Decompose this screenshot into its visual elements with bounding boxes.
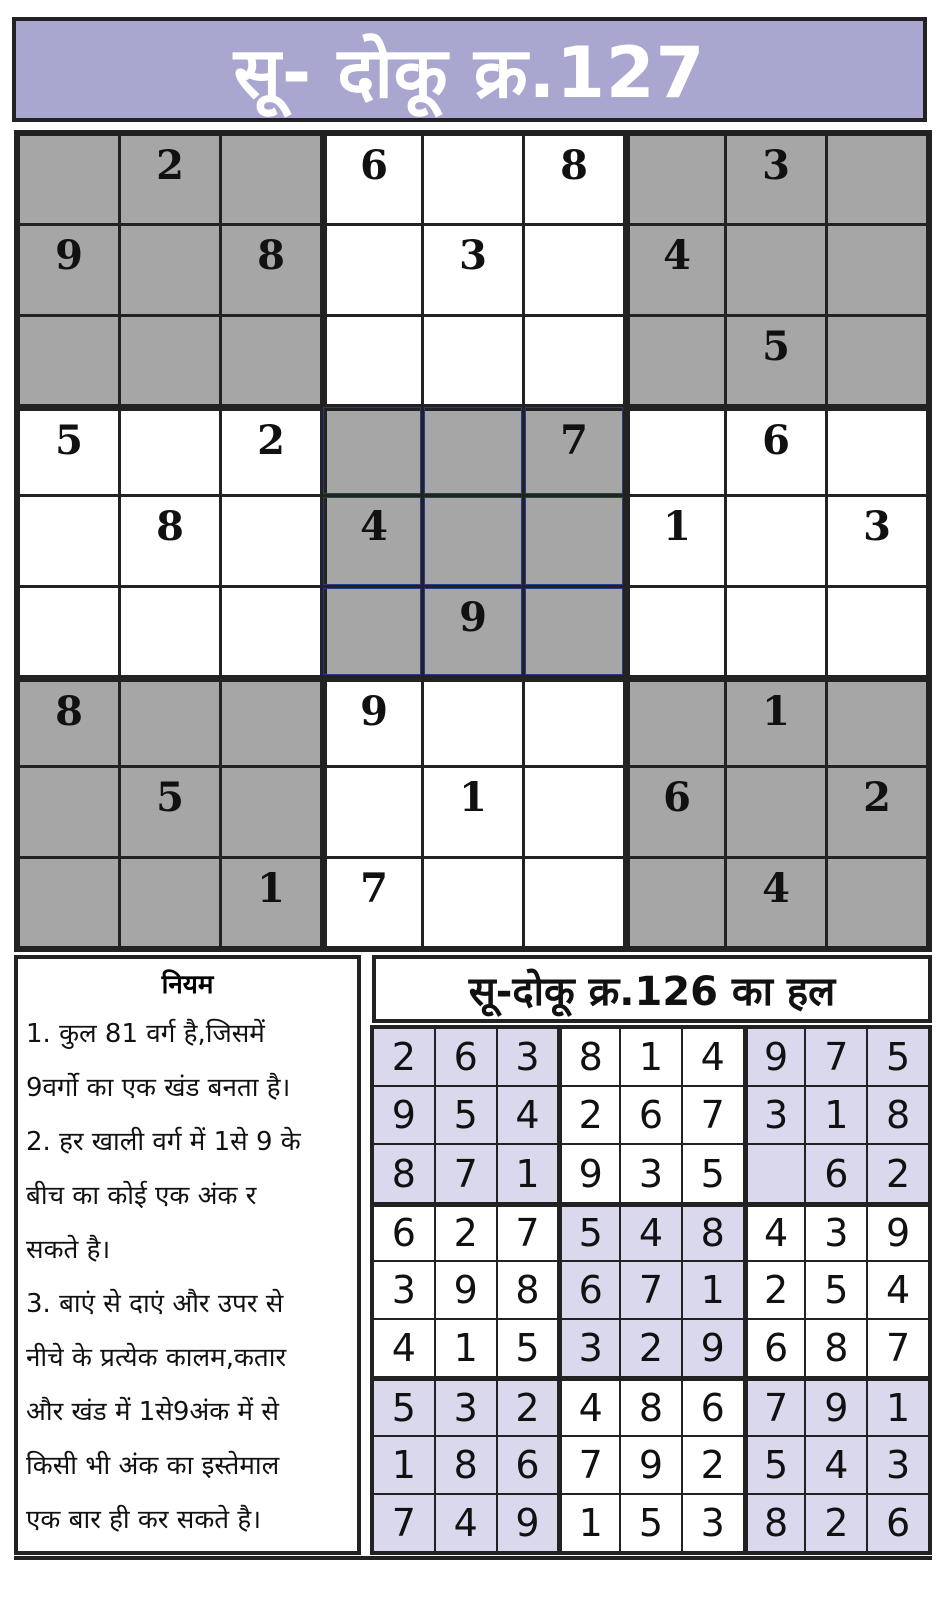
solution-cell: 4 [436,1495,496,1551]
puzzle-cell[interactable]: 9 [20,226,118,313]
puzzle-cell[interactable] [626,678,724,765]
puzzle-cell[interactable] [828,678,926,765]
solution-cell: 7 [374,1495,434,1551]
solution-cell: 5 [436,1087,496,1143]
puzzle-cell[interactable]: 4 [626,226,724,313]
puzzle-cell[interactable] [424,136,522,223]
puzzle-cell[interactable] [525,859,623,946]
puzzle-cell[interactable] [424,407,522,494]
puzzle-cell[interactable] [727,588,825,675]
solution-cell: 3 [745,1087,805,1143]
puzzle-cell[interactable] [323,317,421,404]
puzzle-title: सू- दोकू क्र.127 [233,31,706,114]
rules-line: 1. कुल 81 वर्ग है,जिसमें [26,1019,265,1049]
solution-cell: 6 [559,1262,619,1318]
puzzle-cell[interactable]: 3 [828,497,926,584]
puzzle-cell[interactable] [121,407,219,494]
solution-cell: 5 [806,1262,866,1318]
solution-cell: 8 [498,1262,558,1318]
puzzle-cell[interactable] [424,497,522,584]
puzzle-cell[interactable] [424,678,522,765]
rules-title: नियम [161,970,214,1000]
solution-cell: 9 [745,1029,805,1085]
puzzle-cell[interactable]: 6 [323,136,421,223]
solution-cell: 2 [683,1437,743,1493]
puzzle-cell[interactable] [727,768,825,855]
puzzle-cell[interactable]: 2 [828,768,926,855]
solution-cell: 9 [436,1262,496,1318]
solution-cell: 3 [374,1262,434,1318]
solution-cell: 8 [559,1029,619,1085]
solution-cell: 7 [745,1378,805,1434]
puzzle-cell[interactable]: 9 [424,588,522,675]
solution-cell: 8 [683,1204,743,1260]
solution-cell: 2 [498,1378,558,1434]
puzzle-cell[interactable] [525,768,623,855]
solution-cell: 6 [806,1145,866,1201]
puzzle-cell[interactable] [222,136,320,223]
puzzle-cell[interactable]: 6 [727,407,825,494]
puzzle-cell[interactable]: 4 [727,859,825,946]
puzzle-cell[interactable] [525,317,623,404]
solution-cell: 8 [621,1378,681,1434]
solution-cell: 1 [806,1087,866,1143]
puzzle-cell[interactable] [828,407,926,494]
solution-cell: 8 [868,1087,928,1143]
puzzle-cell[interactable] [222,588,320,675]
solution-cell: 9 [498,1495,558,1551]
solution-cell: 1 [559,1495,619,1551]
solution-cell: 7 [559,1437,619,1493]
solution-cell: 9 [683,1320,743,1376]
solution-cell: 5 [621,1495,681,1551]
solution-cell: 5 [745,1437,805,1493]
solution-cell: 5 [683,1145,743,1201]
solution-cell: 2 [806,1495,866,1551]
sudoku-puzzle-grid [14,130,932,952]
puzzle-cell[interactable] [828,226,926,313]
solution-cell: 4 [868,1262,928,1318]
rules-line: बीच का कोई एक अंक र [26,1181,257,1211]
puzzle-cell[interactable] [626,407,724,494]
bottom-divider [14,1556,932,1560]
solution-cell: 4 [498,1087,558,1143]
solution-cell: 2 [559,1087,619,1143]
rules-line: और खंड में 1से9अंक में से [26,1397,279,1427]
puzzle-cell[interactable] [121,859,219,946]
solution-cell: 2 [868,1145,928,1201]
solution-cell: 8 [374,1145,434,1201]
solution-title: सू-दोकू क्र.126 का हल [468,968,836,1015]
solution-cell: 4 [745,1204,805,1260]
puzzle-cell[interactable] [525,226,623,313]
rules-line: किसी भी अंक का इस्तेमाल [26,1451,280,1481]
solution-cell: 6 [498,1437,558,1493]
puzzle-cell[interactable] [424,317,522,404]
solution-cell: 5 [374,1378,434,1434]
solution-cell: 2 [374,1029,434,1085]
rules-line: नीचे के प्रत्येक कालम,कतार [26,1343,287,1373]
rules-line: 2. हर खाली वर्ग में 1से 9 के [26,1127,301,1157]
puzzle-cell[interactable] [828,588,926,675]
puzzle-cell[interactable] [222,678,320,765]
puzzle-cell[interactable]: 1 [727,678,825,765]
solution-cell: 1 [436,1320,496,1376]
solution-cell: 7 [806,1029,866,1085]
puzzle-cell[interactable]: 8 [121,497,219,584]
solution-cell: 4 [374,1320,434,1376]
solution-cell: 3 [868,1437,928,1493]
puzzle-cell[interactable] [323,407,421,494]
puzzle-cell[interactable] [828,317,926,404]
solution-cell: 1 [621,1029,681,1085]
rules-panel [14,955,361,1555]
rules-line: एक बार ही कर सकते है। [26,1505,262,1535]
solution-cell: 9 [621,1437,681,1493]
solution-cell: 3 [806,1204,866,1260]
puzzle-cell[interactable]: 1 [424,768,522,855]
puzzle-cell[interactable] [121,678,219,765]
solution-cell: 4 [621,1204,681,1260]
solution-cell: 1 [868,1378,928,1434]
puzzle-cell[interactable] [222,768,320,855]
rules-line: 3. बाएं से दाएं और उपर से [26,1289,284,1319]
solution-cell: 7 [868,1320,928,1376]
solution-cell: 7 [436,1145,496,1201]
puzzle-cell[interactable] [727,497,825,584]
solution-cell: 6 [621,1087,681,1143]
solution-cell: 8 [806,1320,866,1376]
solution-cell: 6 [868,1495,928,1551]
puzzle-cell[interactable] [828,859,926,946]
puzzle-cell[interactable]: 9 [323,678,421,765]
puzzle-cell[interactable] [20,768,118,855]
puzzle-cell[interactable] [727,226,825,313]
puzzle-cell[interactable]: 2 [222,407,320,494]
solution-cell: 4 [683,1029,743,1085]
rules-line: 9वर्गो का एक खंड बनता है। [26,1073,291,1103]
solution-cell: 5 [559,1204,619,1260]
solution-cell: 7 [498,1204,558,1260]
solution-cell: 4 [806,1437,866,1493]
solution-cell: 1 [683,1262,743,1318]
puzzle-cell[interactable] [20,859,118,946]
solution-cell: 6 [683,1378,743,1434]
puzzle-cell[interactable] [222,497,320,584]
puzzle-cell[interactable] [121,588,219,675]
solution-cell: 1 [374,1437,434,1493]
solution-cell: 3 [498,1029,558,1085]
puzzle-cell[interactable]: 1 [222,859,320,946]
solution-cell: 2 [621,1320,681,1376]
puzzle-cell[interactable] [323,768,421,855]
puzzle-cell[interactable]: 1 [626,497,724,584]
solution-title-box [372,955,932,1023]
puzzle-cell[interactable] [323,226,421,313]
solution-cell: 4 [559,1378,619,1434]
solution-cell: 5 [498,1320,558,1376]
puzzle-cell[interactable] [323,588,421,675]
puzzle-cell[interactable] [121,317,219,404]
puzzle-cell[interactable]: 8 [20,678,118,765]
puzzle-cell[interactable] [525,588,623,675]
rules-line: सकते है। [26,1235,111,1265]
puzzle-cell[interactable] [20,497,118,584]
puzzle-cell[interactable]: 8 [525,136,623,223]
puzzle-cell[interactable]: 2 [121,136,219,223]
solution-cell: 2 [745,1262,805,1318]
solution-cell: 6 [436,1029,496,1085]
puzzle-cell[interactable]: 7 [323,859,421,946]
solution-cell: 9 [559,1145,619,1201]
solution-cell: 7 [683,1087,743,1143]
solution-cell: 3 [683,1495,743,1551]
solution-cell: 6 [745,1320,805,1376]
solution-cell: 2 [436,1204,496,1260]
puzzle-cell[interactable]: 6 [626,768,724,855]
solution-cell: 9 [868,1204,928,1260]
puzzle-cell[interactable]: 3 [727,136,825,223]
title-bar [12,17,927,122]
puzzle-cell[interactable] [121,226,219,313]
puzzle-cell[interactable] [525,497,623,584]
puzzle-cell[interactable] [222,317,320,404]
puzzle-cell[interactable] [828,136,926,223]
solution-cell: 3 [621,1145,681,1201]
solution-cell: 5 [868,1029,928,1085]
solution-cell: 8 [745,1495,805,1551]
sudoku-solution-grid [370,1025,932,1555]
solution-cell: 1 [498,1145,558,1201]
puzzle-cell[interactable] [424,859,522,946]
puzzle-cell[interactable] [626,136,724,223]
puzzle-cell[interactable]: 5 [121,768,219,855]
puzzle-cell[interactable]: 7 [525,407,623,494]
puzzle-cell[interactable] [20,317,118,404]
solution-cell: 3 [559,1320,619,1376]
puzzle-cell[interactable]: 5 [20,407,118,494]
puzzle-cell[interactable]: 3 [424,226,522,313]
solution-cell: 7 [621,1262,681,1318]
solution-cell [745,1145,805,1201]
puzzle-cell[interactable] [626,859,724,946]
solution-cell: 9 [374,1087,434,1143]
solution-cell: 6 [374,1204,434,1260]
solution-cell: 9 [806,1378,866,1434]
solution-cell: 3 [436,1378,496,1434]
puzzle-cell[interactable] [626,588,724,675]
puzzle-cell[interactable]: 4 [323,497,421,584]
puzzle-cell[interactable] [626,317,724,404]
solution-cell: 8 [436,1437,496,1493]
puzzle-cell[interactable] [525,678,623,765]
puzzle-cell[interactable]: 8 [222,226,320,313]
puzzle-cell[interactable]: 5 [727,317,825,404]
puzzle-cell[interactable] [20,136,118,223]
puzzle-cell[interactable] [20,588,118,675]
